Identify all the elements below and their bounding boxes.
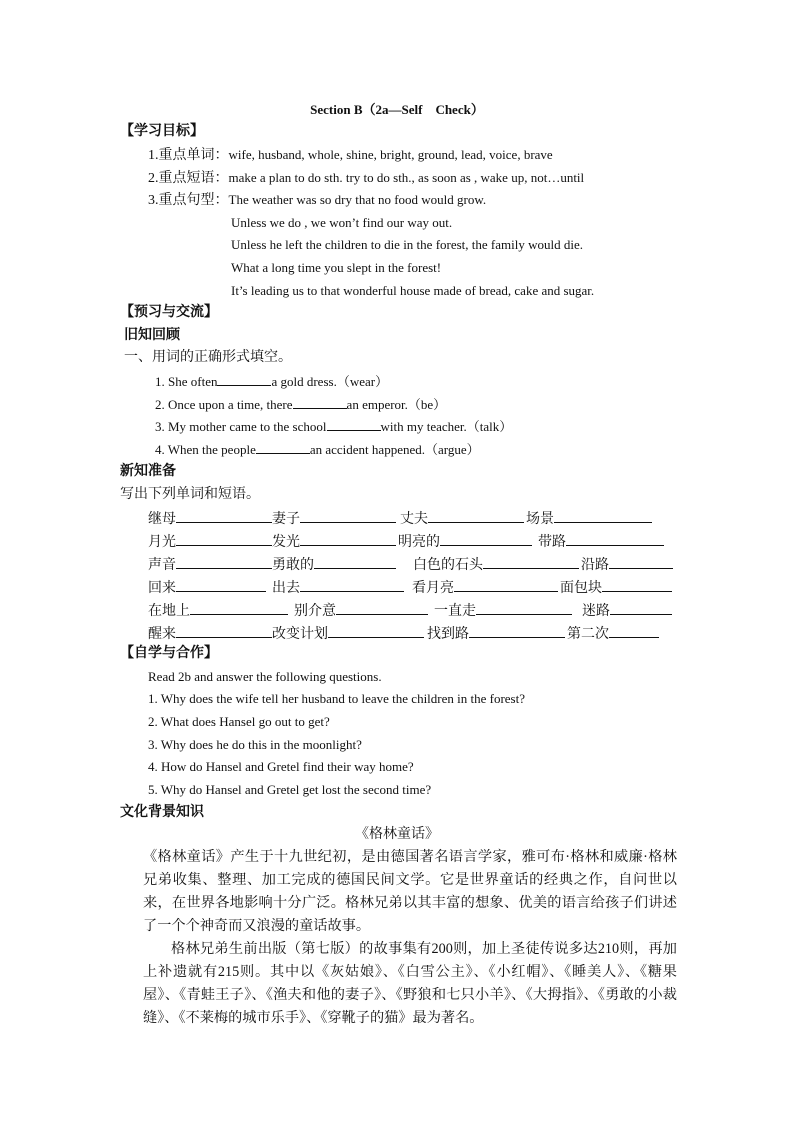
answer-blank[interactable]: [314, 555, 396, 569]
answer-blank[interactable]: [176, 578, 266, 592]
answer-blank[interactable]: [476, 601, 572, 615]
answer-blank[interactable]: [483, 555, 579, 569]
vocab-item: 带路: [538, 532, 664, 552]
answer-blank[interactable]: [293, 396, 347, 409]
question-item: 2. What does Hansel go out to get?: [148, 714, 330, 729]
vocab-item: 别介意: [294, 601, 428, 621]
goal-label: 3.重点句型：: [148, 193, 229, 208]
goal-words: [148, 146, 553, 165]
answer-blank[interactable]: [176, 624, 272, 638]
answer-blank[interactable]: [217, 373, 271, 386]
vocab-item: 迷路: [582, 601, 672, 621]
vocab-item: 月光: [148, 532, 272, 552]
answer-blank[interactable]: [300, 509, 396, 523]
answer-blank[interactable]: [609, 555, 673, 569]
answer-blank[interactable]: [454, 578, 558, 592]
answer-blank[interactable]: [176, 555, 272, 569]
answer-blank[interactable]: [328, 624, 424, 638]
question-item: 4. How do Hansel and Gretel find their way home?: [148, 759, 414, 774]
vocab-item: 发光: [272, 532, 396, 552]
question-item: 5. Why do Hansel and Gretel get lost the second time?: [148, 782, 432, 797]
goal-sentence: Unless he left the children to die in the forest, the family would die.: [231, 237, 583, 252]
goal-text: The weather was so dry that no food would grow.: [228, 192, 487, 207]
question-item: 3. Why does he do this in the moonlight?: [148, 737, 362, 752]
vocab-item: 继母: [148, 509, 272, 529]
vocab-item: 勇敢的: [272, 555, 396, 575]
vocab-item: 丈夫: [400, 509, 524, 529]
culture-heading: 文化背景知识: [120, 805, 204, 820]
answer-blank[interactable]: [469, 624, 565, 638]
vocab-item: 出去: [272, 578, 404, 598]
goals-heading: 【学习目标】: [120, 124, 204, 139]
goal-sentence: It’s leading us to that wonderful house made of bread, cake and sugar.: [231, 283, 595, 298]
answer-blank[interactable]: [566, 532, 664, 546]
goal-text: make a plan to do sth. try to do sth., as soon as , wake up, not…until: [228, 170, 585, 185]
culture-paragraph: 格林兄弟生前出版（第七版）的故事集有200则，加上圣徒传说多达210则，再加上补遗就有215则。其中以《灰姑娘》、《白雪公主》、《小红帽》、《睡美人》、《糖果屋》、《青蛙王子》、《渔夫和他的妻子》、《野狼和七只小羊》、《大拇指》、《勇敢的小裁缝》、《不莱梅的城市乐手》、《穿靴子的猫》最为著名。: [143, 941, 677, 1026]
vocab-item: 第二次: [567, 624, 659, 644]
vocab-item: 回来: [148, 578, 266, 598]
goal-label: 2.重点短语：: [148, 171, 229, 186]
vocab-item: 看月亮: [412, 578, 558, 598]
answer-blank[interactable]: [554, 509, 652, 523]
answer-blank[interactable]: [190, 601, 288, 615]
vocab-item: 声音: [148, 555, 272, 575]
answer-blank[interactable]: [256, 441, 310, 454]
vocab-item: 找到路: [427, 624, 565, 644]
culture-paragraph: 《格林童话》产生于十九世纪初，是由德国著名语言学家，雅可布·格林和威廉·格林兄弟收集、整理、加工完成的德国民间文学。它是世界童话的经典之作，自问世以来，在世界各地影响十分广泛。格林兄弟以其丰富的想象、优美的语言给孩子们讲述了一个个神奇而又浪漫的童话故事。: [143, 849, 677, 934]
new-knowledge-title: 新知准备: [120, 464, 176, 479]
answer-blank[interactable]: [336, 601, 428, 615]
goal-text: wife, husband, whole, shine, bright, ground, lead, voice, brave: [228, 147, 553, 162]
vocab-item: 在地上: [148, 601, 288, 621]
answer-blank[interactable]: [602, 578, 672, 592]
vocab-item: 醒来: [148, 624, 272, 644]
answer-blank[interactable]: [428, 509, 524, 523]
culture-book-title: 《格林童话》: [355, 827, 439, 842]
goal-sentences: [148, 191, 486, 210]
review-title: 旧知回顾: [124, 328, 180, 343]
exercise-item: 3. My mother came to the school with my teacher.（talk）: [155, 419, 513, 434]
exercise-title: 一、用词的正确形式填空。: [124, 350, 292, 365]
answer-blank[interactable]: [300, 578, 404, 592]
goal-sentence: Unless we do , we won’t find our way out.: [231, 215, 453, 230]
exercise-item: 1. She often a gold dress.（wear）: [155, 374, 389, 389]
vocab-item: 改变计划: [272, 624, 424, 644]
vocab-item: 沿路: [581, 555, 673, 575]
exercise-item: 2. Once upon a time, there an emperor.（be）: [155, 397, 447, 412]
vocab-item: 面包块: [560, 578, 672, 598]
new-knowledge-instruction: 写出下列单词和短语。: [120, 487, 260, 502]
vocab-item: 妻子: [272, 509, 396, 529]
answer-blank[interactable]: [609, 624, 659, 638]
goal-sentence: What a long time you slept in the forest!: [231, 260, 442, 275]
answer-blank[interactable]: [176, 509, 272, 523]
answer-blank[interactable]: [440, 532, 532, 546]
self-study-intro: Read 2b and answer the following questions.: [148, 669, 382, 684]
vocab-item: 一直走: [434, 601, 572, 621]
answer-blank[interactable]: [610, 601, 672, 615]
preview-heading: 【预习与交流】: [120, 305, 218, 320]
answer-blank[interactable]: [176, 532, 272, 546]
self-study-heading: 【自学与合作】: [120, 646, 218, 661]
exercise-item: 4. When the people an accident happened.（argue）: [155, 442, 480, 457]
answer-blank[interactable]: [327, 418, 381, 431]
vocab-item: 明亮的: [398, 532, 532, 552]
vocab-item: 白色的石头: [413, 555, 579, 575]
page-title: Section B（2a—Self Check）: [310, 102, 484, 117]
goal-label: 1.重点单词：: [148, 148, 229, 163]
answer-blank[interactable]: [300, 532, 396, 546]
question-item: 1. Why does the wife tell her husband to leave the children in the forest?: [148, 691, 525, 706]
goal-phrases: [148, 169, 584, 188]
vocab-item: 场景: [526, 509, 652, 529]
